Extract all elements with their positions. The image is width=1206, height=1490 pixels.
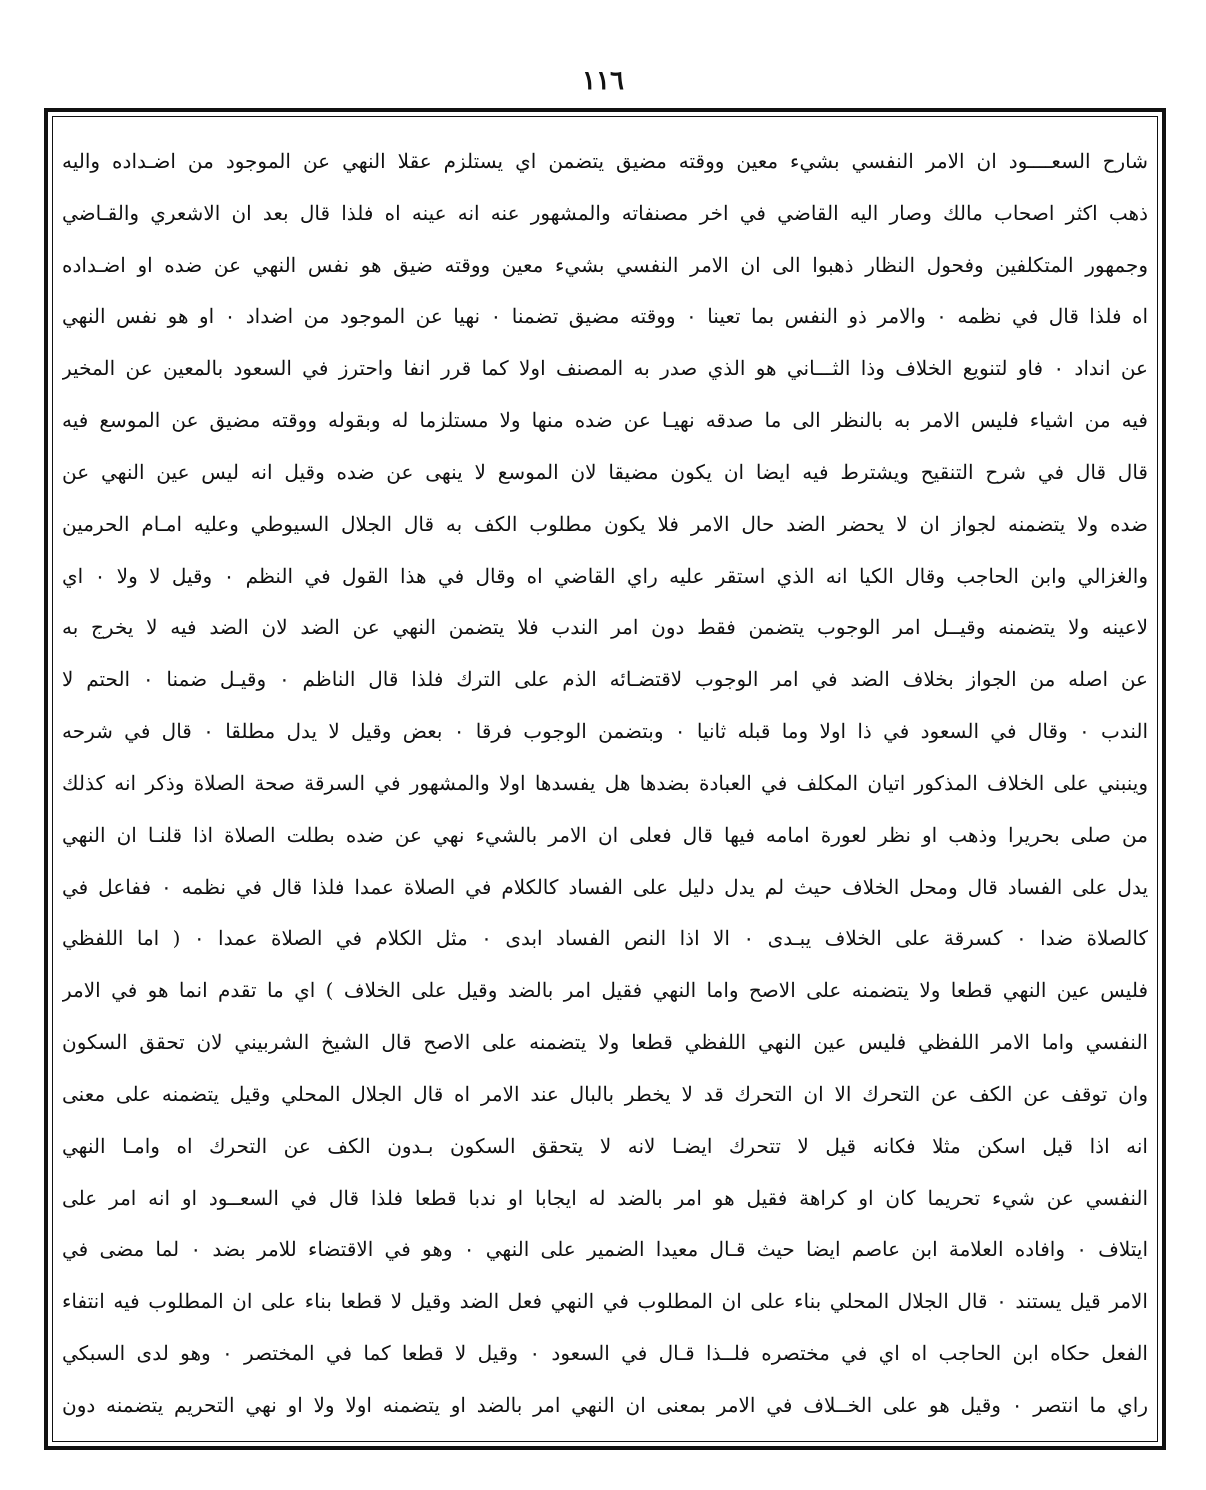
text-line-13: وينبني على الخلاف المذكور اتيان المكلف في العبادة بضدها هل يفسدها اولا والمشهور في السرقة صحة الصلاة وذكر انه كذلك bbox=[62, 770, 1148, 795]
text-line-4: اه فلذا قال في نظمه ٠ والامر ذو النفس بما تعينا ٠ ووقته مضيق تضمنا ٠ نهيا عن الموجود من اضداد ٠ او هو نفس النهي bbox=[62, 304, 1148, 329]
text-line-5: عن انداد ٠ فاو لتنويع الخلاف وذا الثـــاني هو الذي صدر به المصنف اولا كما قرر انفا واحترز في السعود بالمعين عن المخير bbox=[62, 356, 1148, 381]
text-line-15: يدل على الفساد قال ومحل الخلاف حيث لم يدل دليل على الفساد كالكلام في الصلاة عمدا فلذا قال في نظمه ٠ ففاعل في bbox=[62, 874, 1148, 899]
text-line-12: الندب ٠ وقال في السعود في ذا اولا وما قبله ثانيا ٠ وبتضمن الوجوب فرقا ٠ بعض وقيل لا يدل مطلقا ٠ قال في شرحه bbox=[62, 719, 1148, 744]
text-line-10: لاعينه ولا يتضمنه وقيــل امر الوجوب يتضمن فقط دون امر الندب فلا يتضمن النهي عن الضد لان الضد فيه لا يخرج به bbox=[62, 615, 1148, 640]
text-line-25: راي ما انتصر ٠ وقيل هو على الخــلاف في الامر بمعنى ان النهي امر بالضد او يتضمنه اولا ولا او نهي التحريم يتضمنه دون bbox=[62, 1392, 1148, 1417]
text-line-23: الامر قيل يستند ٠ قال الجلال المحلي بناء على ان المطلوب في النهي فعل الضد وقيل لا قطعا بناء على ان المطلوب فيه انتفاء bbox=[62, 1289, 1148, 1314]
page-number: ١١٦ bbox=[582, 66, 624, 96]
text-line-2: ذهب اكثر اصحاب مالك وصار اليه القاضي في اخر مصنفاته والمشهور عنه انه عينه اه فلذا قال بعد ان الاشعري والقـاضي bbox=[62, 200, 1148, 225]
text-line-24: الفعل حكاه ابن الحاجب اه اي في مختصره فلــذا قـال في السعود ٠ وقيل لا قطعا كما في المختصر ٠ وهو لدى السبكي bbox=[62, 1341, 1148, 1366]
text-line-22: ايتلاف ٠ وافاده العلامة ابن عاصم ايضا حيث قـال معيدا الضمير على النهي ٠ وهو في الاقتضاء للامر بضد ٠ لما مضى في bbox=[62, 1237, 1148, 1262]
text-block bbox=[62, 136, 1148, 1432]
text-line-1: شارح السعــــود ان الامر النفسي بشيء معين ووقته مضيق يتضمن اي يستلزم عقلا النهي عن الموجود من اضـداده واليه bbox=[62, 149, 1148, 173]
text-line-7: قال قال في شرح التنقيح ويشترط فيه ايضا ان يكون مضيقا لان الموسع لا ينهى عن ضده وقيل انه ليس عين النهي عن bbox=[62, 459, 1148, 484]
text-line-8: ضده ولا يتضمنه لجواز ان لا يحضر الضد حال الامر فلا يكون مطلوب الكف به قال الجلال السيوطي وعليه امـام الحرمين bbox=[62, 511, 1148, 536]
text-line-20: انه اذا قيل اسكن مثلا فكانه قيل لا تتحرك ايضـا لانه لا يتحقق السكون بـدون الكف عن التحرك اه وامـا النهي bbox=[62, 1133, 1148, 1158]
text-line-17: فليس عين النهي قطعا ولا يتضمنه على الاصح واما النهي فقيل امر بالضد وقيل على الخلاف ) اي ما تقدم انما هو في الامر bbox=[62, 978, 1148, 1003]
text-line-14: من صلى بحريرا وذهب او نظر لعورة امامه فيها قال فعلى ان الامر بالشيء نهي عن ضده بطلت الصلاة اذا قلنـا ان النهي bbox=[62, 822, 1148, 847]
text-line-16: كالصلاة ضدا ٠ كسرقة على الخلاف يبـدى ٠ الا اذا النص الفساد ابدى ٠ مثل الكلام في الصلاة عمدا ٠ ( اما اللفظي bbox=[62, 926, 1148, 951]
text-line-11: عن اصله من الجواز بخلاف الضد في امر الوجوب لاقتضـائه الذم على الترك فلذا قال الناظم ٠ وقيـل ضمنا ٠ الحتم لا bbox=[62, 667, 1148, 692]
text-line-18: النفسي واما الامر اللفظي فليس عين النهي اللفظي قطعا ولا يتضمنه على الاصح قال الشيخ الشربيني لان تحقق السكون bbox=[62, 1030, 1148, 1055]
text-line-19: وان توقف عن الكف عن التحرك الا ان التحرك قد لا يخطر بالبال عند الامر اه قال الجلال المحلي وقيل يتضمنه على معنى bbox=[62, 1081, 1148, 1106]
text-line-9: والغزالي وابن الحاجب وقال الكيا انه الذي استقر عليه راي القاضي اه وقال في هذا القول في النظم ٠ وقيل لا ولا ٠ اي bbox=[62, 563, 1148, 588]
text-line-3: وجمهور المتكلفين وفحول النظار ذهبوا الى ان الامر النفسي بشيء معين ووقته ضيق هو نفس النهي عن ضده او اضـداده bbox=[62, 252, 1148, 277]
text-line-21: النفسي عن شيء تحريما كان او كراهة فقيل هو امر بالضد له ايجابا او ندبا قطعا فلذا قال في السعــود او انه امر على bbox=[62, 1185, 1148, 1210]
text-line-6: فيه من اشياء فليس الامر به بالنظر الى ما صدقه نهيـا عن ضده منها ولا مستلزما له وبقوله ووقته مضيق عن الموسع فيه bbox=[62, 408, 1148, 433]
